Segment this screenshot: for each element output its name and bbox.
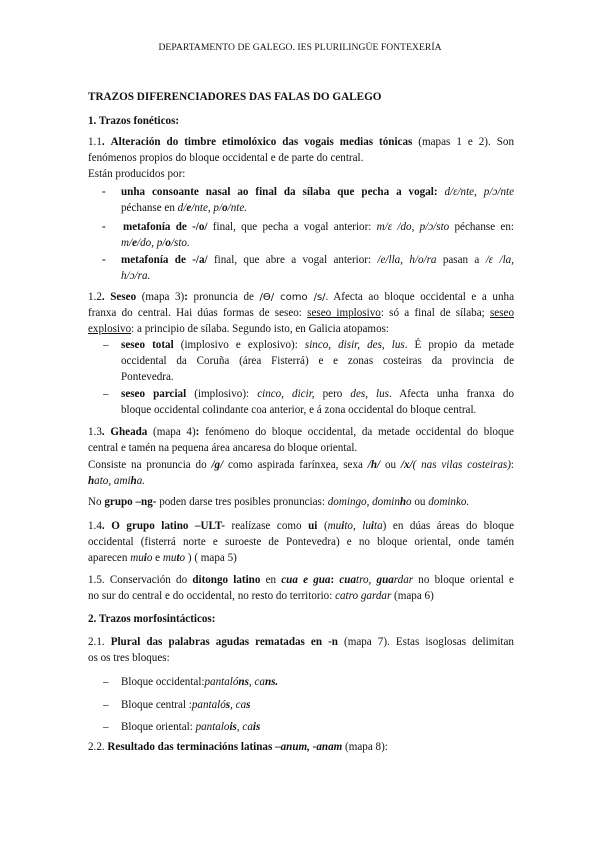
bullet-5-line-2: bloque occidental colindante coa anterior, e á zona occidental do bloque central.	[121, 404, 477, 416]
paragraph-1-5-line-2: no sur do central e do occidental, no resto do territorio: catro gardar (mapa 6)	[88, 590, 434, 602]
paragraph-1-2-line-3: explosivo: a principio de sílaba. Segundo isto, en Galicia atopamos:	[88, 323, 390, 335]
dash-marker: –	[103, 721, 109, 733]
list-item-central: Bloque central :pantalós, cas	[121, 699, 251, 711]
paragraph-1-1-line-1: 1.1. Alteración do timbre etimolóxico das vogais medias tónicas (mapas 1 e 2). Son	[88, 136, 514, 148]
dash-marker: –	[103, 388, 109, 400]
section-1-heading: 1. Trazos fonéticos:	[88, 115, 180, 127]
bullet-4-line-1: seseo total (implosivo e explosivo): sinco, disir, des, lus. É propio da metade	[121, 339, 514, 351]
dash-marker: –	[103, 676, 109, 688]
bullet-4-line-3: Pontevedra.	[121, 371, 174, 383]
paragraph-1-1-line-2: fenómenos propios do bloque occidental e de parte do central.	[88, 152, 364, 164]
bullet-5-line-1: seseo parcial (implosivo): cinco, dicir, pero des, lus. Afecta unha franxa do	[121, 388, 514, 400]
document-title: TRAZOS DIFERENCIADORES DAS FALAS DO GALEGO	[88, 91, 382, 103]
bullet-1-line-1: unha consoante nasal ao final da sílaba que pecha a vogal: d/ε/nte, p/ɔ/nte	[121, 186, 514, 198]
paragraph-1-2-line-1: 1.2. Seseo (mapa 3): pronuncia de /Ɵ/ como /s/. Afecta ao bloque occidental e a unha	[88, 291, 515, 303]
paragraph-1-5-line-1: 1.5. Conservación do ditongo latino en cua e gua: cuatro, guardar no bloque oriental e	[88, 574, 514, 586]
paragraph-2-2: 2.2. Resultado das terminacións latinas –anum, -anam (mapa 8):	[88, 741, 388, 753]
paragraph-1-3-line-2: central e tamén na pequena área ancaresa do bloque oriental.	[88, 442, 358, 454]
bullet-1-line-2: péchanse en d/e/nte, p/o/nte.	[121, 202, 248, 214]
paragraph-1-3-line-4: hato, amiha.	[88, 475, 146, 487]
bullet-marker: -	[102, 221, 106, 233]
dash-marker: –	[103, 699, 109, 711]
paragraph-1-4-line-3: aparecen muio e muto ) ( mapa 5)	[88, 552, 237, 564]
bullet-marker: -	[102, 186, 106, 198]
paragraph-1-4-line-2: occidental (fisterrá norte e suroeste de Pontevedra) e no bloque oriental, onde tamén	[88, 536, 514, 548]
bullet-2-line-1: metafonía de -/o/ final, que pecha a vogal anterior: m/ε /do, p/ɔ/sto péchanse en:	[123, 221, 514, 233]
paragraph-1-2-line-2: franxa do central. Hai dúas formas de seseo: seseo implosivo: só a final de sílaba; seseo	[88, 307, 514, 319]
paragraph-1-3-line-1: 1.3. Gheada (mapa 4): fenómeno do bloque occidental, da metade occidental do bloque	[88, 426, 514, 438]
bullet-marker: -	[102, 254, 106, 266]
bullet-3-line-1: metafonía de -/a/ final, que abre a vogal anterior: /e/lla, h/o/ra pasan a /ε /la,	[121, 254, 514, 266]
bullet-3-line-2: h/ɔ/ra.	[121, 270, 151, 282]
paragraph-2-1-line-2: os os tres bloques:	[88, 652, 170, 664]
paragraph-1-1-line-3: Están producidos por:	[88, 168, 186, 180]
paragraph-grupo-ng: No grupo –ng- poden darse tres posibles pronuncias: domingo, dominho ou dominko.	[88, 496, 470, 508]
dash-marker: –	[103, 339, 109, 351]
section-2-heading: 2. Trazos morfosintácticos:	[88, 613, 216, 625]
bullet-4-line-2: occidental da Coruña (área Fisterrá) e e zonas costeiras da provincia de	[121, 355, 514, 367]
page-header: DEPARTAMENTO DE GALEGO. IES PLURILINGÜE FONTEXERÍA	[158, 42, 442, 53]
bullet-2-line-2: m/e/do, p/o/sto.	[121, 237, 190, 249]
list-item-oriental: Bloque oriental: pantalois, cais	[121, 721, 261, 733]
list-item-occidental: Bloque occidental:pantalóns, cans.	[121, 676, 279, 688]
paragraph-2-1-line-1: 2.1. Plural das palabras agudas rematadas en -n (mapa 7). Estas isoglosas delimitan	[88, 636, 514, 648]
paragraph-1-3-line-3: Consiste na pronuncia do /g/ como aspirada farínxea, sexa /h/ ou /x/( nas vilas costeiras):	[88, 459, 515, 471]
paragraph-1-4-line-1: 1.4. O grupo latino –ULT- realízase como ui (muito, luita) en dúas áreas do bloque	[88, 520, 514, 532]
